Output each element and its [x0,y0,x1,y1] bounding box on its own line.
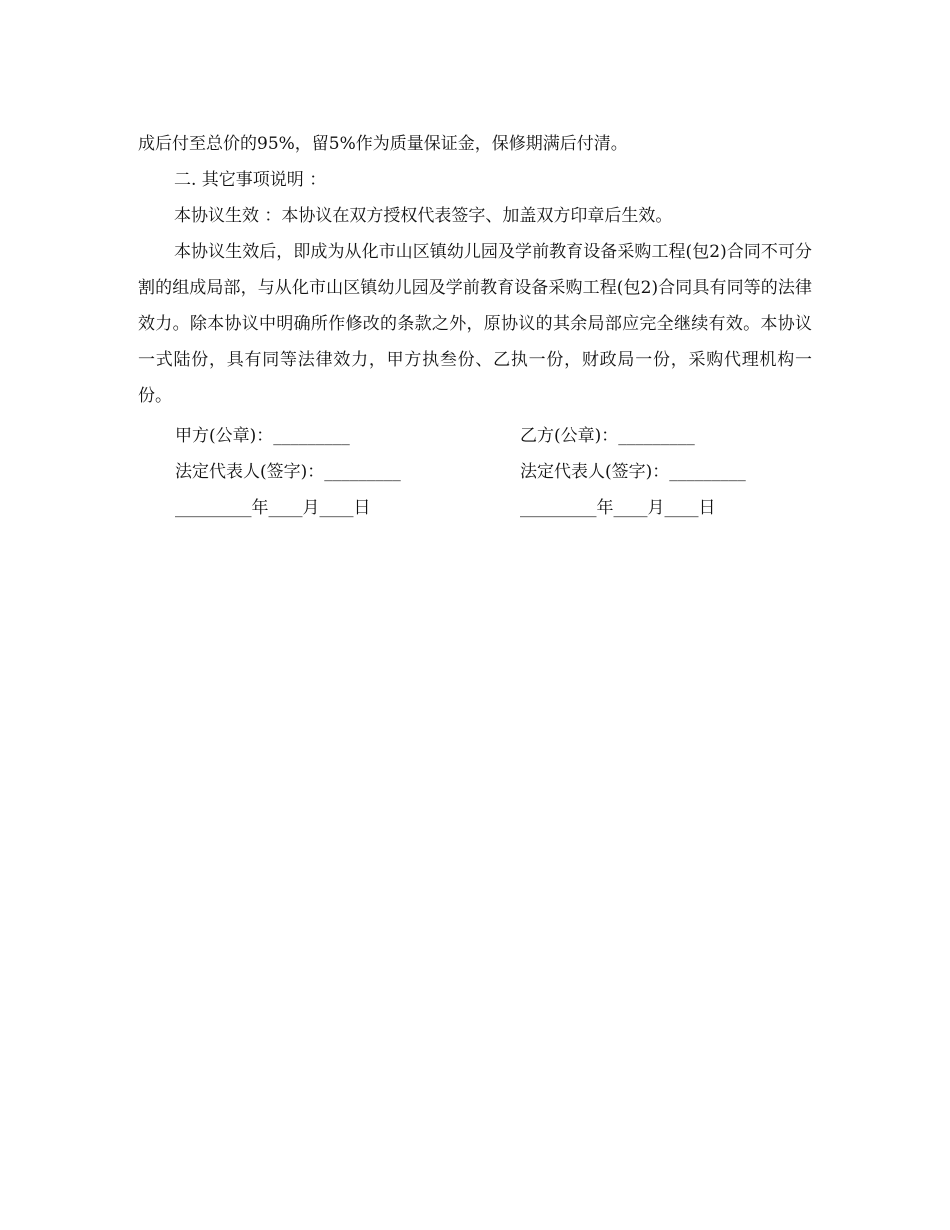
paragraph-contract-validity: 本协议生效后，即成为从化市山区镇幼儿园及学前教育设备采购工程(包2)合同不可分割的组成局部，与从化市山区镇幼儿园及学前教育设备采购工程(包2)合同具有同等的法律效力。除本协议中明确所作修改的条款之外，原协议的其余局部应完全继续有效。本协议一式陆份，具有同等法律效力，甲方执叁份、乙执一份，财政局一份，采购代理机构一份。 [138,242,812,406]
party-b-representative-line: 法定代表人(签字)：_________ [520,462,746,482]
party-a-representative-line: 法定代表人(签字)：_________ [175,462,401,482]
paragraph-other-matters-heading: 二. 其它事项说明 ： [174,170,327,190]
paragraph-payment-terms: 成后付至总价的95%，留5%作为质量保证金，保修期满后付清。 [138,134,628,154]
party-a-seal-line: 甲方(公章)：_________ [175,426,350,446]
agreement-body [138,126,812,414]
party-a-date-line: _________年____月____日 [175,498,371,518]
party-a-signature [175,418,401,526]
party-b-signature [520,418,746,526]
party-b-seal-line: 乙方(公章)：_________ [520,426,695,446]
party-b-date-line: _________年____月____日 [520,498,716,518]
paragraph-effective-clause: 本协议生效 ：本协议在双方授权代表签字、加盖双方印章后生效。 [174,206,673,226]
